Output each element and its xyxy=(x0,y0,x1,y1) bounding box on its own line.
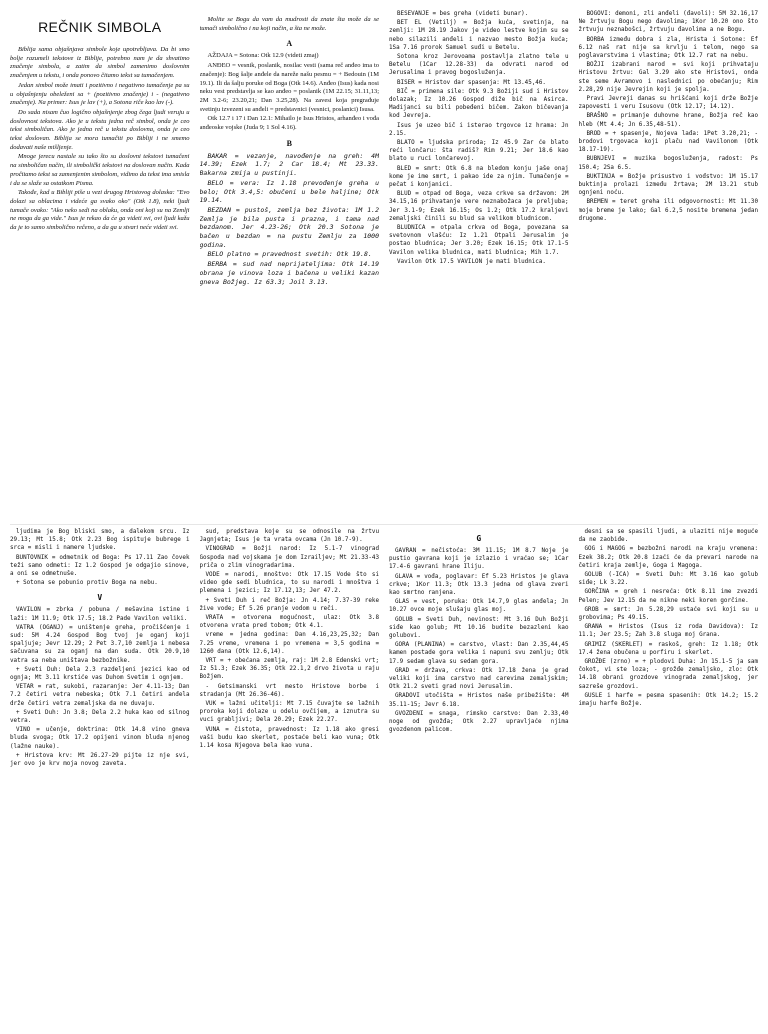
dictionary-entry: BUNTOVNIK = odmetnik od Boga: Ps 17.11 Zao čovek teži samo odmeti: Iz 1.2 Gospod je odgajio sinove, a oni se odmetnuše. xyxy=(10,554,190,578)
dictionary-entry: BLUD = otpad od Boga, veza crkve sa državom: 2M 34.15,16 prihvatanje vere neznabožaca je preljuba; Jer 3.1-9; Ezek 16.15; Os 1.2; Otk 17.2 kraljevi zemaljski činili su blud sa velikom bludnicom. xyxy=(389,191,569,222)
column-4 xyxy=(579,10,759,518)
section-letter-g: G xyxy=(476,534,482,543)
column-1 xyxy=(10,10,190,518)
dictionary-entry: BREMEN = teret greha ili odgovornosti: Mt 11.30 moje breme je lako; Gal 6.2,5 nosite bremena jedan drugome. xyxy=(578,199,758,222)
dictionary-entry: BET EL (Vetilj) = Božja kuća, svetinja, na zemlji: 1M 28.19 Jakov je video lestve kojim su se nebo silazili anđeli i nazvao mesto Božja kuća; 1Sa 7.16 prorok Samuel suđi u Betelu. xyxy=(389,20,569,51)
dictionary-entry: GROŽĐE (zrno) = + plodovi Duha: Jn 15.1-5 ja sam čokot, vi ste loza; - grožđe zemaljsko, zlo: Otk 14.18 obrani grozdove vinograda zemaljskog, jer sazreše grozdovi. xyxy=(578,659,758,690)
dictionary-entry: Pravi Jevreji danas su hrišćani koji drže Božje zapovesti i veru Isusovu (Otk 12.17; 14.12). xyxy=(578,96,758,111)
dictionary-entry: BRAŠNO = primanje duhovne hrane, Božja reč kao hleb (Mt 4.4; Jn 6.35,48-51). xyxy=(578,113,758,128)
dictionary-entry: VINO = učenje, doktrina: Otk 14.8 vino gneva bluda svoga; Otk 17.2 opijeni vinom bluda njenog (lažne nauke). xyxy=(10,727,190,750)
dictionary-entry: GROB = smrt: Jn 5.28,29 ustaće svi koji su u grobovima; Ps 49.15. xyxy=(578,606,758,622)
dictionary-entry: Sotona kroz Jerovoama postavlja zlatno tele u Betelu (1Car 12.28-33) da odvrati narod od Jerusalima i pravog bogosluženja. xyxy=(389,54,569,77)
column-5 xyxy=(10,528,190,1014)
dictionary-entry: BELO = vera: Iz 1.18 prevođenje greha u belo; Otk 3.4,5: obučeni u bele haljine; Otk 19.14. xyxy=(199,178,379,205)
section-letter-v: V xyxy=(97,593,103,603)
dictionary-entry: + Sveti Duh: Dela 2.3 razdeljeni jezici kao od ognja; Mt 3.11 krstiće vas Duhom Svetim i ognjem. xyxy=(10,666,190,682)
dictionary-entry: VINOGRAD = Božji narod: Iz 5.1-7 vinograd Gospoda nad vojskama je dom Izrailjev; Mt 21.33-43 priča o zlim vinogradarima. xyxy=(199,546,379,569)
dictionary-entry: Otk 12.7 i 17 i Dan 12.1: Mihailo je Isus Hristos, arhanđeo i vođa anđeoske vojske (Juda 9; 1 Sol 4.16). xyxy=(199,115,379,132)
dictionary-entry: + Sveti Duh: Jn 3.8; Dela 2.2 huka kao od silnog vetra. xyxy=(10,709,190,725)
dictionary-entry: GORČINA = greh i nesreća: Otk 8.11 ime zvezdi Pelen; Jev 12.15 da ne nikne neki koren gorčine. xyxy=(578,589,758,604)
intro-paragraph: Do sada nisam čuo logično objašnjenje zbog čega ljudi veruju u doslovnost tekstova. Ako je u tekstu jedna reč simbol, onda je ceo tekst simboličan. Ako je jedna reč u tekstu doslovna, onda je ceo tekst doslovan. Biblija se mora tumačiti po Bibliji i ne smemo dodavati naše mišljenje. xyxy=(10,108,190,151)
dictionary-entry: Vavilon Otk 17.5 VAVILON je mati bludnica. xyxy=(397,258,546,265)
dictionary-entry: GUSLE i harfe = pesma spasenih: Otk 14.2; 15.2 imaju harfe Božje. xyxy=(578,692,758,708)
column-7 xyxy=(389,528,569,1014)
dictionary-entry: Isus je uzeo bič i isterao trgovce iz hrama: Jn 2.15. xyxy=(389,122,569,137)
dictionary-entry: BOGOVI: demoni, zli anđeli (đavoli): 5M 32.16,17 Ne žrtvuju Bogu nego đavolima; 1Kor 10.20 ono što žrtvuju neznabošci, žrtvuju đavolima a ne Bogu. xyxy=(578,11,758,34)
dictionary-entry: vreme = jedna godina: Dan 4.16,23,25,32; Dan 7.25 vreme, vremena i po vremena = 3,5 godina = 1260 dana (Otk 12.6,14). xyxy=(199,632,379,655)
dictionary-entry: GRANA = Hristos (Isus iz roda Davidova): Iz 11.1; Jer 23.5; Zah 3.8 sluga moj Grana. xyxy=(578,624,758,639)
dictionary-entry: BAKAR = vezanje, navođenje na greh: 4M 14.39; Ezek 1.7; 2 Car 18.4; Mt 23.33. Bakarna zmija u pustinji. xyxy=(199,151,379,178)
dictionary-entry: GOLUB = Sveti Duh, nevinost: Mt 3.16 Duh Božji siđe kao golub; Mt 10.16 budite bezazleni kao golubovi. xyxy=(389,616,569,640)
dictionary-entry: BERBA = sud nad neprijateljima: Otk 14.19 obrana je vinova loza i bačena u veliki kazan gneva Božjeg. Iz 63.3; Joil 3.13. xyxy=(199,260,379,286)
column-2 xyxy=(200,10,380,518)
dictionary-entry: ljudima je Bog bliski smo, a dalekom srcu. Iz 29.13; Mt 15.8; Otk 2.23 Bog ispituje bubrege i srca = misli i namere ljudske. xyxy=(10,529,190,552)
column-3 xyxy=(389,10,569,518)
dictionary-entry: sud, predstava koje su se odnosile na žrtvu Jagnjeta; Isus je ta vrata ovcama (Jn 10.7-9). xyxy=(199,529,379,544)
dictionary-entry: + Sotona se pobunio protiv Boga na nebu. xyxy=(16,580,158,587)
dictionary-entry: desni sa se spasili ljudi, a ulaziti nije moguće da ne zaobiđe. xyxy=(578,529,758,544)
dictionary-entry: BORBA između dobra i zla, Hrista i Sotone: Ef 6.12 naš rat nije sa krvlju i telom, nego sa poglavarstvima i vlastima; Otk 12.7 rat na nebu. xyxy=(578,36,758,60)
dictionary-entry: VRT = + obećana zemlja, raj: 1M 2.8 Edenski vrt; Iz 51.3; Ezek 36.35; Otk 22.1,2 drvo života u raju Božjem. xyxy=(199,658,379,681)
dictionary-entry: - Getsimanski vrt mesto Hristove borbe i stradanja (Mt 26.36-46). xyxy=(199,683,379,698)
dictionary-entry: BUBNJEVI = muzika bogosluženja, radost: Ps 150.4; 2Sa 6.5. xyxy=(578,156,758,171)
intro-paragraph: Biblija sama objašnjava simbole koje upotrebljava. Da bi smo bolje razumeli tekstove iz Biblije, potrebno nam je da shvatimo značenje simbola, a zatim da simbol zamenimo doslovnim značenjem u tekstu, i onda ponovo čitamo tekst sa tumačenjem. xyxy=(10,46,190,80)
upper-half xyxy=(10,10,758,518)
dictionary-entry: BUKTINJA = Božje prisustvo i vođstvo: 1M 15.17 buktinja prolazi između žrtava; 2M 13.21 stub ognjeni noću. xyxy=(578,173,758,197)
column-6 xyxy=(200,528,380,1014)
section-letter-b: B xyxy=(286,138,292,148)
dictionary-entry: + Sveti Duh i reč Božja: Jn 4.14; 7.37-39 reke žive vode; Ef 5.26 pranje vodom u reči. xyxy=(199,597,379,612)
dictionary-entry: GLAS = vest, poruka: Otk 14.7,9 glas anđela; Jn 10.27 ovce moje slušaju glas moj. xyxy=(389,599,569,614)
dictionary-entry: BEZDAN = pustoš, zemlja bez života: 1M 1.2 Zemlja je bila pusta i prazna, i tama nad bezdanom. Jer 4.23-26; Otk 20.3 Sotona je bačen u bezdan = na pustu Zemlju za 1000 godina. xyxy=(199,205,379,249)
dictionary-entry: GRAD = država, crkva: Otk 17.18 žena je grad veliki koji ima carstvo nad carevima zemaljskim; Otk 21.2 sveti grad novi Jerusalim. xyxy=(389,667,569,691)
dictionary-entry: AŽDAJA = Sotona: Otk 12.9 (videti zmaj) xyxy=(207,52,319,60)
dictionary-entry: BELO platno = pravednost svetih: Otk 19.8. xyxy=(207,250,372,259)
dictionary-entry: BLED = smrt: Otk 6.8 na bledom konju jaše onaj kome je ime smrt, i pakao ide za njim. Tumačenje = pečat i konjanici. xyxy=(389,165,569,189)
dictionary-entry: VUK = lažni učitelji: Mt 7.15 čuvajte se lažnih proroka koji dolaze u odelu ovčijem, a iznutra su vuci grabljivi; Dela 20.29; Ezek 22.27. xyxy=(199,701,379,724)
dictionary-entry: VODE = narodi, mnoštvo: Otk 17.15 Vode što si video gde sedi bludnica, to su narodi i mnoštva i plemena i jezici; Iz 17.12,13; Jer 47.2. xyxy=(199,572,379,595)
dictionary-entry: + Hristova krv: Mt 26.27-29 pijte iz nje svi, jer ovo je krv moja novog zaveta. xyxy=(10,752,190,768)
document-page xyxy=(10,10,758,1014)
dictionary-entry: BLATO = ljudska priroda; Iz 45.9 Zar će blato reći lončaru: šta radiš? Rim 9.21; Jer 18.6 kao blato u ruci lončarevoj. xyxy=(389,140,569,163)
dictionary-entry: GORA (PLANINA) = carstvo, vlast: Dan 2.35,44,45 kamen postade gora velika i napuni svu zemlju; Otk 17.9 sedam glava su sedam gora. xyxy=(389,642,569,665)
dictionary-entry: VAVILON = zbrka / pobuna / mešavina istine i laži: 1M 11.9; Otk 17.5; 18.2 Pade Vavilon veliki. xyxy=(10,607,190,622)
intro-paragraph: Mnoge jereси nastale su tako što su doslovni tekstovi tumačeni na simboličan način, ili simbolički tekstovi na doslovan način. Kada pročitamo tekst sa zamenjenim simbolom, vidimo da tekst ima smisla i da se slaže sa ostatkom Pisma. xyxy=(10,153,190,187)
dictionary-entry: GOG i MAGOG = bezbožni narodi na kraju vremena: Ezek 38.2; Otk 20.8 izaći će da prevari narode na četiri kraja zemlje, Goga i Magoga. xyxy=(578,546,758,569)
dictionary-entry: VETAR = rat, sukobi, razaranje: Jer 4.11-13; Dan 7.2 četiri vetra nebeska; Otk 7.1 četiri anđela drže četiri vetra zemaljska da ne duvaju. xyxy=(10,684,190,707)
dictionary-entry: GLAVA = vođa, poglavar: Ef 5.23 Hristos je glava crkve; 1Kor 11.3; Otk 13.3 jedna od glava zveri kao smrtno ranjena. xyxy=(389,573,569,597)
intro-paragraph: Jedan simbol može imati i pozitivno i negativno tumačenje pa su u objašnjenju obeleženi sa + (pozitivno značenje) i - (negativno značenje). Na primer: Isus je lav (+), a Sotona riče kao lav (-). xyxy=(10,81,190,107)
dictionary-entry: ANĐEO = vesnik, poslanik, nosilac vesti (sama reč anđeo ima to značenje): Bog šalje anđele da nareže našu pesmu = + Bedouin (1M 19.1). Ili da šalju poruke od Boga (Otk 14.6). Anđeo (Isus) kada nosi neku vest predstavlja se kao anđeo = poslanik (1M 22.15; 31.11,13; 2M 3.2-6; 23.20,21; Dan 3.25,28). Na zavesi koja pregrađuje svetinju izvezeni su anđeli = predstavnici (vesnici, poslanici) Isusa. xyxy=(199,62,379,113)
column-8 xyxy=(579,528,759,1014)
intro-paragraph: Takođe, kad u Bibliji piše u vezi drugog Hristovog dolaska: "Evo dolazi sa oblacima i videće ga svako oko" (Otk 1.8), neki ljudi tumače ovako: "Ako neko sedi na oblaku, onda oni koji su na Zemlji ne mogu da ga vide." Isus je rekao da će ga videti svi, ovi ljudi kažu da je to samo simbolično rečeno, a da ga u stvari neće videti svi. xyxy=(10,189,190,232)
dictionary-entry: GRADOVI utočišta = Hristos naše pribežište: 4M 35.11-15; Jevr 6.18. xyxy=(389,693,569,708)
intro-paragraph: Molite se Bogu da vam da mudrosti da znate šta može da se tumači simbolično i na koji način, a šta ne može. xyxy=(199,16,379,32)
dictionary-entry: BROD = + spasenje, Nojeva lađa: 1Pet 3.20,21; - brodovi trgovaca koji plaču nad Vavilonom (Otk 18.17-19). xyxy=(578,130,758,154)
section-letter-a: A xyxy=(286,39,293,49)
page-divider xyxy=(10,524,758,525)
lower-half xyxy=(10,528,758,1014)
dictionary-entry: GAVRAN = nečistoća: 3M 11.15; 1M 8.7 Noje je pustio gavrana koji je izlazio i vraćao se; 1Car 17.4-6 gavrani hrane Iliju. xyxy=(389,548,569,571)
dictionary-entry: BESEVANJE = bes greha (videti bunar). xyxy=(397,11,529,17)
dictionary-entry: VRATA = otvorena mogućnost, ulaz: Otk 3.8 otvorena vrata pred tobom; Otk 4.1. xyxy=(199,615,379,630)
dictionary-entry: BISER = Hristov dar spasenja: Mt 13.45,46. xyxy=(397,79,546,86)
document-title: REČNIK SIMBOLA xyxy=(38,19,162,35)
dictionary-entry: VUNA = čistota, pravednost: Iz 1.18 ako gresi vaši budu kao skerlet, postaće beli kao vuna; Otk 1.14 kosa Njegova bela kao vuna. xyxy=(199,726,379,750)
dictionary-entry: BIČ = primena sile: Otk 9.3 Božiji sud i Hristov dolazak; Iz 10.26 Gospod diže bič na Asirca. Madijanci su bili pobeđeni bičem. Zakon bičevanja kod Jevreja. xyxy=(389,88,569,120)
dictionary-entry: VATRA (OGANJ) = uništenje greha, pročišćenje i sud: 5M 4.24 Gospod Bog tvoj je oganj koji spaljuje; Jevr 12.29; 2 Pet 3.7,10 zemlja i nebesa sačuvana su za oganj na dan suda. Otk 20.9,10 vatra sa neba uništava bezbožnike. xyxy=(10,624,190,664)
dictionary-entry: BOŽJI izabrani narod = svi koji prihvataju Hristovu žrtvu: Gal 3.29 ako ste Hristovi, onda ste seme Avramovo i naslednici po obećanju; Rim 2.28,29 nije Jevrejin koji je spolja. xyxy=(578,62,758,93)
dictionary-entry: GVOZDENI = snaga, rimsko carstvo: Dan 2.33,40 noge od gvožđa; Otk 2.27 upravljaće njima gvozdenom palicom. xyxy=(389,710,569,734)
dictionary-entry: BLUDNICA = otpala crkva od Boga, povezana sa svetovnom vlašću: Iz 1.21 Otpali Jerusalim je postao bludnica; Jer 3.20; Ezek 16.15; Otk 17.1-5 Vavilon velika bludnica, mati bludnica; Mih 1.7. xyxy=(389,225,569,256)
dictionary-entry: GOLUB (-ICA) = Sveti Duh: Mt 3.16 kao golub siđe; Lk 3.22. xyxy=(578,572,758,587)
dictionary-entry: GRIMIZ (SKERLET) = raskoš, greh: Iz 1.18; Otk 17.4 žena obučena u porfiru i skerlet. xyxy=(578,641,758,656)
